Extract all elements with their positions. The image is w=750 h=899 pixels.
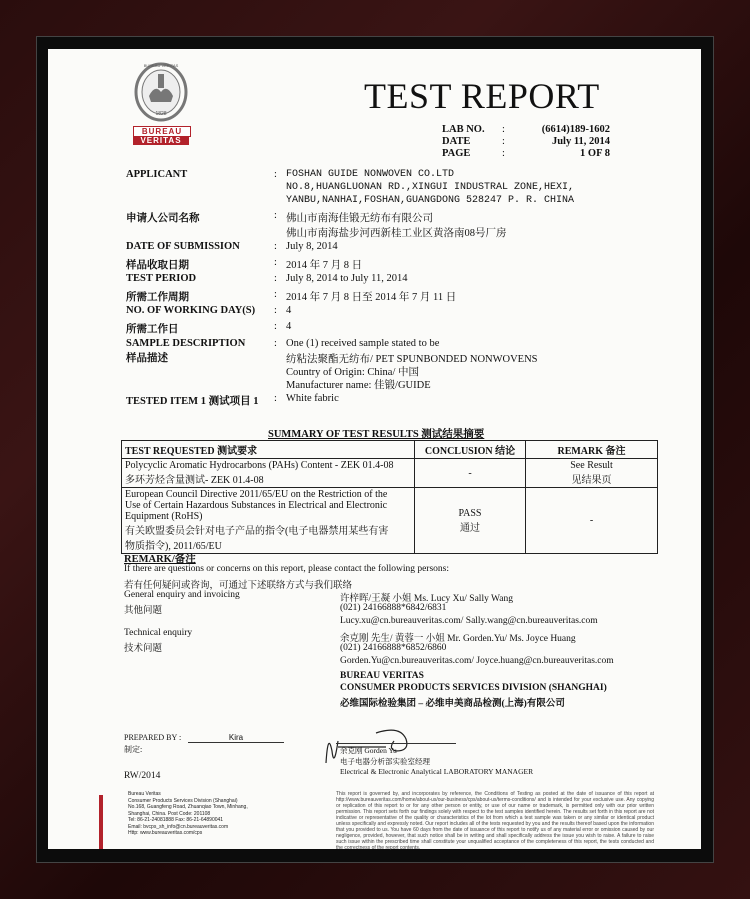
table-header-row (122, 441, 658, 459)
colon: : (502, 136, 505, 147)
prepared-by-label: PREPARED BY : (124, 733, 182, 742)
tested-item-label: TESTED ITEM 1 测试项目 1 (126, 396, 259, 407)
colon: : (502, 148, 505, 159)
colon: : (274, 338, 277, 349)
colon: : (274, 289, 277, 300)
general-contact-line: (021) 24166888*6842/6831 (340, 603, 447, 613)
remark-intro: If there are questions or concerns on this report, please contact the following persons: (124, 564, 450, 574)
colon: : (274, 393, 277, 404)
address-line: Shanghai, China. Post Code: 201108 (128, 810, 211, 817)
sample-line: Manufacturer name: 佳锻/GUIDE (286, 380, 431, 391)
test-line: 物质指令), 2011/65/EU (125, 541, 222, 552)
prepared-by-name: Kira (188, 733, 284, 743)
applicant-cn-label: 申请人公司名称 (126, 213, 200, 224)
colon: : (274, 305, 277, 316)
test-cell (122, 459, 415, 488)
remark-value: See Result (570, 460, 613, 471)
colon: : (274, 241, 277, 252)
tech-contact-line: 余克刚 先生/ 黄蓉一 小姐 Mr. Gorden.Yu/ Ms. Joyce Huang (340, 634, 576, 644)
address-line: Email: bvcps_sh_info@cn.bureauveritas.com (128, 823, 229, 830)
address-line: Consumer Products Services Division (Shanghai) (128, 797, 238, 804)
prepared-by-cn: 制定: (124, 745, 143, 754)
applicant-cn-line: 佛山市南海盐步河西新桂工业区黄洛南08号厂房 (286, 228, 507, 239)
bureau-veritas-logo (133, 62, 189, 144)
test-line: Equipment (RoHS) (125, 511, 203, 522)
period-cn-label: 所需工作周期 (126, 292, 189, 303)
signer-cn-title: 电子电器分析部实验室经理 (340, 757, 430, 766)
address-line: Tel: 86-21-24081888 Fax: 86-21-64890041 (128, 817, 224, 823)
summary-table (121, 440, 658, 554)
remark-cn-value: 见结果页 (571, 475, 612, 486)
tech-contact-line: (021) 24166888*6852/6860 (340, 643, 447, 653)
header-test-requested: TEST REQUESTED 测试要求 (122, 441, 415, 459)
address-line: Http: www.bureauveritas.com/cps (128, 830, 203, 836)
period-cn-value: 2014 年 7 月 8 日至 2014 年 7 月 11 日 (286, 292, 457, 303)
date-value: July 11, 2014 (551, 136, 610, 147)
colon: : (274, 321, 277, 332)
page-label: PAGE (442, 148, 471, 159)
company-line: 必维国际检验集团 – 必维申美商品检测(上海)有限公司 (340, 699, 565, 709)
page-value: 1 OF 8 (580, 148, 610, 159)
applicant-line: FOSHAN GUIDE NONWOVEN CO.LTD (286, 169, 455, 180)
applicant-line: YANBU,NANHAI,FOSHAN,GUANGDONG 528247 P. R. CHINA (286, 195, 575, 206)
conclusion-cell (415, 459, 526, 488)
colon: : (274, 273, 277, 284)
conclusion-cn-value: 通过 (460, 522, 480, 534)
workdays-cn-label: 所需工作日 (126, 324, 179, 335)
address-line: No.168, Guangfeng Road, Zhuanqiao Town, Minhang, (128, 804, 248, 810)
header-conclusion: CONCLUSION 结论 (415, 441, 526, 459)
table-row (122, 459, 658, 488)
test-line: 多环芳烃含量测试- ZEK 01.4-08 (125, 475, 264, 486)
logo-year: 1828 (155, 111, 167, 117)
revision-code: RW/2014 (124, 771, 161, 781)
logo-word-veritas: VERITAS (133, 136, 189, 145)
logo-top-text: BUREAU VERITAS (143, 63, 179, 68)
submission-cn-label: 样品收取日期 (126, 260, 189, 271)
table-row (122, 488, 658, 554)
logo-word-bureau: BUREAU (133, 126, 191, 137)
sample-line: Country of Origin: China/ 中国 (286, 367, 419, 378)
sample-line: One (1) received sample stated to be (286, 338, 440, 349)
test-line: Use of Certain Hazardous Substances in Electrical and Electronic (125, 500, 388, 511)
applicant-line: NO.8,HUANGLUONAN RD.,XINGUI INDUSTRAL ZONE,HEXI, (286, 182, 575, 193)
colon: : (274, 257, 277, 268)
colon: : (274, 210, 277, 221)
footer-disclaimer: This report is governed by, and incorporates by reference, the Conditions of Testing as posted at the date of issuance of this report at http://www.bureauveritas.com/home/about-us/our-business/cps/about-us/terms-conditions/ and is intended for your exclusive use. Any copying or replication of this report to or for any other person or entity, or use of our name or trademark, is permitted only with our prior written permission. This report sets forth our findings solely with respect to the test samples identified herein. The results set forth in this report are not indicative or representative of the quality or characteristics of the lot from which a test sample was taken or any similar or identical product unless specifically and expressly noted. Our report includes all of the tests requested by you and the results thereof based upon the information that you provided to us. You have 60 days from the date of issuance of this report to notify us of any material error or omission caused by our negligence, provided, however, that such notice shall be in writing and shall specifically address the issue you wish to raise. A failure to raise such issue within the prescribed time shall constitute your unqualified acceptance of the completeness of this report, the tests conducted and the correctness of the report contents. (336, 791, 654, 851)
tested-item-value: White fabric (286, 393, 339, 404)
colon: : (274, 169, 277, 180)
period-label: TEST PERIOD (126, 273, 197, 284)
footer-address (128, 791, 308, 837)
header-remark: REMARK 备注 (526, 441, 658, 459)
general-contact-line: 许梓晖/王凝 小姐 Ms. Lucy Xu/ Sally Wang (340, 594, 513, 604)
conclusion-cell (415, 488, 526, 554)
remark-cell (526, 459, 658, 488)
lab-no-label: LAB NO. (442, 124, 485, 135)
test-line: European Council Directive 2011/65/EU on the Restriction of the (125, 489, 388, 500)
tech-contact-line: Gorden.Yu@cn.bureauveritas.com/ Joyce.huang@cn.bureauveritas.com (340, 656, 614, 666)
address-line: Bureau Veritas (128, 791, 161, 797)
remark-cell (526, 488, 658, 554)
report-page (48, 49, 701, 849)
signer-name: 余克刚 Gorden Yu (340, 746, 397, 755)
applicant-cn-line: 佛山市南海佳锻无纺布有限公司 (286, 213, 433, 224)
conclusion-value: PASS (458, 507, 482, 519)
sample-line: 纺粘法聚酯无纺布/ PET SPUNBONDED NONWOVENS (286, 354, 538, 365)
workdays-cn-value: 4 (286, 321, 292, 332)
company-line: CONSUMER PRODUCTS SERVICES DIVISION (SHANGHAI) (340, 683, 607, 693)
remark-value: - (589, 515, 594, 526)
workdays-value: 4 (286, 305, 292, 316)
lab-no-value: (6614)189-1602 (541, 124, 610, 135)
test-cell (122, 488, 415, 554)
summary-title: SUMMARY OF TEST RESULTS 测试结果摘要 (268, 429, 485, 440)
submission-label: DATE OF SUBMISSION (126, 241, 240, 252)
workdays-label: NO. OF WORKING DAY(S) (126, 305, 256, 316)
tech-enquiry-cn: 技术问题 (124, 644, 163, 654)
footer-red-bar (99, 795, 103, 849)
tech-enquiry-label: Technical enquiry (124, 628, 193, 638)
remark-intro-cn: 若有任何疑问或咨询，可通过下述联络方式与我们联络 (124, 581, 353, 591)
company-line: BUREAU VERITAS (340, 671, 424, 681)
sample-cn-label: 样品描述 (126, 353, 168, 364)
colon: : (502, 124, 505, 135)
test-line: Polycyclic Aromatic Hydrocarbons (PAHs) Content - ZEK 01.4-08 (125, 460, 394, 471)
period-value: July 8, 2014 to July 11, 2014 (286, 273, 408, 284)
general-enquiry-label: General enquiry and invoicing (124, 590, 240, 600)
submission-cn-value: 2014 年 7 月 8 日 (286, 260, 363, 271)
applicant-label: APPLICANT (126, 169, 188, 180)
remark-title: REMARK/备注 (124, 554, 196, 565)
general-enquiry-cn: 其他问题 (124, 606, 163, 616)
general-contact-line: Lucy.xu@cn.bureauveritas.com/ Sally.wang@cn.bureauveritas.com (340, 616, 598, 626)
sample-label: SAMPLE DESCRIPTION (126, 338, 246, 349)
report-title: TEST REPORT (364, 76, 600, 116)
submission-value: July 8, 2014 (286, 241, 338, 252)
conclusion-value: - (468, 467, 472, 479)
test-line: 有关欧盟委员会针对电子产品的指令(电子电器禁用某些有害 (125, 526, 389, 537)
signer-title: Electrical & Electronic Analytical LABORATORY MANAGER (340, 767, 534, 776)
date-label: DATE (442, 136, 471, 147)
